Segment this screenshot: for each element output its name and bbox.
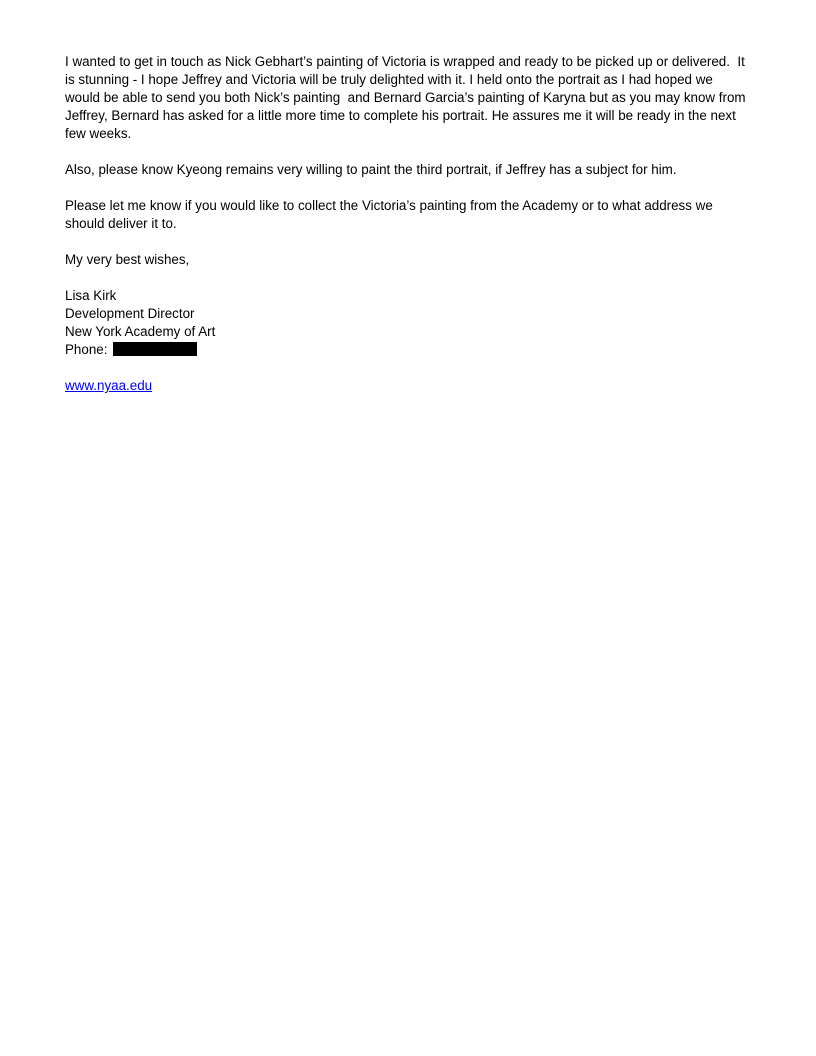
text-line: I wanted to get in touch as Nick Gebhart’s painting of Victoria is wrapped and ready to be picked up or delivered. It (65, 54, 745, 69)
paragraph-pickup-notice (65, 53, 755, 143)
text-line: few weeks. (65, 126, 132, 141)
letter-body (65, 53, 755, 413)
signer-name: Lisa Kirk (65, 288, 117, 303)
paragraph-delivery-request (65, 197, 755, 233)
closing-text: My very best wishes, (65, 252, 190, 267)
website-link[interactable]: www.nyaa.edu (65, 378, 153, 393)
phone-label: Phone: (65, 342, 108, 357)
text-line: would be able to send you both Nick’s painting and Bernard Garcia’s painting of Karyna but as you may know from (65, 90, 746, 105)
phone-redaction-box (113, 342, 197, 356)
signer-organization: New York Academy of Art (65, 324, 216, 339)
text-line: is stunning - I hope Jeffrey and Victoria will be truly delighted with it. I held onto the portrait as I had hoped we (65, 72, 713, 87)
text-line: Jeffrey, Bernard has asked for a little more time to complete his portrait. He assures me it will be ready in the next (65, 108, 736, 123)
text-line: Also, please know Kyeong remains very willing to paint the third portrait, if Jeffrey has a subject for him. (65, 162, 677, 177)
text-line: Please let me know if you would like to collect the Victoria’s painting from the Academy or to what address we (65, 198, 713, 213)
signature-block (65, 287, 755, 359)
closing-salutation (65, 251, 755, 269)
paragraph-third-portrait (65, 161, 755, 179)
signer-title: Development Director (65, 306, 195, 321)
website-block (65, 377, 755, 395)
text-line: should deliver it to. (65, 216, 177, 231)
phone-row (65, 341, 755, 359)
